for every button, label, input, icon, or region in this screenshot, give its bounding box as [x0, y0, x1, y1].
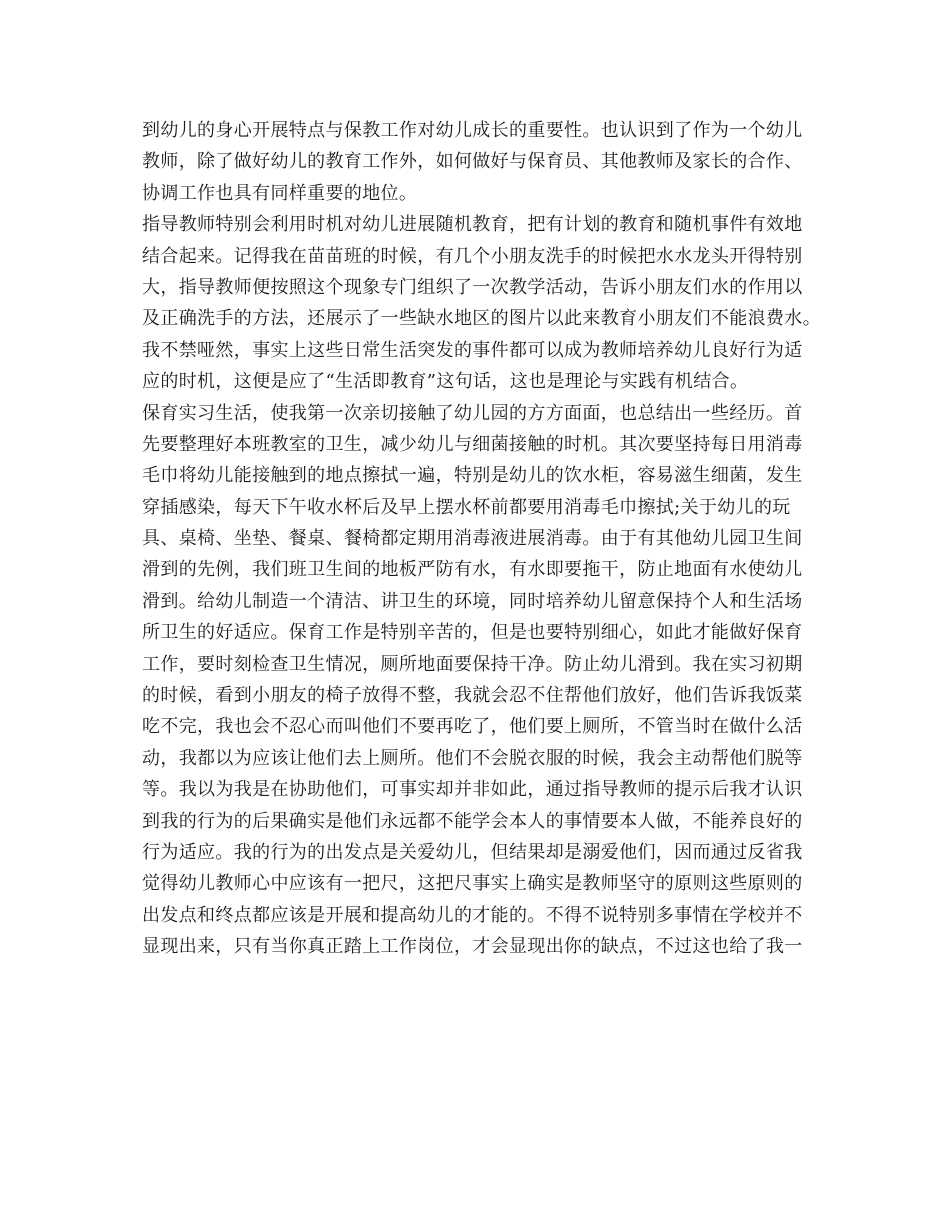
text-line: 出发点和终点都应该是开展和提高幼儿的才能的。不得不说特别多事情在学校并不: [142, 904, 803, 926]
text-line: 所卫生的好适应。保育工作是特别辛苦的，但是也要特别细心，如此才能做好保育: [142, 622, 803, 644]
text-line: 我不禁哑然，事实上这些日常生活突发的事件都可以成为教师培养幼儿良好行为适: [142, 339, 803, 361]
text-line: 觉得幼儿教师心中应该有一把尺，这把尺事实上确实是教师坚守的原则这些原则的: [142, 873, 803, 895]
text-line: 穿插感染，每天下午收水杯后及早上摆水杯前都要用消毒毛巾擦拭;关于幼儿的玩: [142, 496, 791, 518]
text-line: 到幼儿的身心开展特点与保教工作对幼儿成长的重要性。也认识到了作为一个幼儿: [142, 120, 803, 141]
text-line: 动，我都以为应该让他们去上厕所。他们不会脱衣服的时候，我会主动帮他们脱等: [142, 747, 803, 769]
text-line: 毛巾将幼儿能接触到的地点擦拭一遍，特别是幼儿的饮水柜，容易滋生细菌，发生: [142, 465, 803, 487]
text-line: 教师，除了做好幼儿的教育工作外，如何做好与保育员、其他教师及家长的合作、: [142, 151, 803, 173]
text-line: 大，指导教师便按照这个现象专门组织了一次教学活动，告诉小朋友们水的作用以: [142, 276, 803, 298]
text-line: 的时候，看到小朋友的椅子放得不整，我就会忍不住帮他们放好，他们告诉我饭菜: [142, 685, 803, 707]
text-line: 应的时机，这便是应了“生活即教育”这句话，这也是理论与实践有机结合。: [142, 371, 749, 393]
text-line: 工作，要时刻检查卫生情况，厕所地面要保持干净。防止幼儿滑到。我在实习初期: [142, 653, 803, 675]
text-line: 行为适应。我的行为的出发点是关爱幼儿，但结果却是溺爱他们，因而通过反省我: [142, 841, 803, 863]
text-line: 显现出来，只有当你真正踏上工作岗位，才会显现出你的缺点，不过这也给了我一: [142, 936, 803, 958]
text-line: 指导教师特别会利用时机对幼儿进展随机教育，把有计划的教育和随机事件有效地: [142, 214, 803, 236]
body-text: [142, 115, 822, 963]
text-line: 吃不完，我也会不忍心而叫他们不要再吃了，他们要上厕所，不管当时在做什么活: [142, 716, 803, 738]
text-line: 具、桌椅、坐垫、餐桌、餐椅都定期用消毒液进展消毒。由于有其他幼儿园卫生间: [142, 528, 803, 550]
text-line: 先要整理好本班教室的卫生，减少幼儿与细菌接触的时机。其次要坚持每日用消毒: [142, 433, 803, 455]
text-line: 滑到的先例，我们班卫生间的地板严防有水，有水即要拖干，防止地面有水使幼儿: [142, 559, 803, 581]
text-line: 保育实习生活，使我第一次亲切接触了幼儿园的方方面面，也总结出一些经历。首: [142, 402, 803, 424]
text-line: 等。我以为我是在协助他们，可事实却并非如此，通过指导教师的提示后我才认识: [142, 779, 803, 801]
text-line: 及正确洗手的方法，还展示了一些缺水地区的图片以此来教育小朋友们不能浪费水。: [142, 308, 821, 330]
text-line: 到我的行为的后果确实是他们永远都不能学会本人的事情要本人做，不能养良好的: [142, 810, 803, 832]
text-line: 协调工作也具有同样重要的地位。: [142, 182, 418, 204]
text-line: 结合起来。记得我在苗苗班的时候，有几个小朋友洗手的时候把水水龙头开得特别: [142, 245, 803, 267]
text-line: 滑到。给幼儿制造一个清洁、讲卫生的环境，同时培养幼儿留意保持个人和生活场: [142, 590, 803, 612]
